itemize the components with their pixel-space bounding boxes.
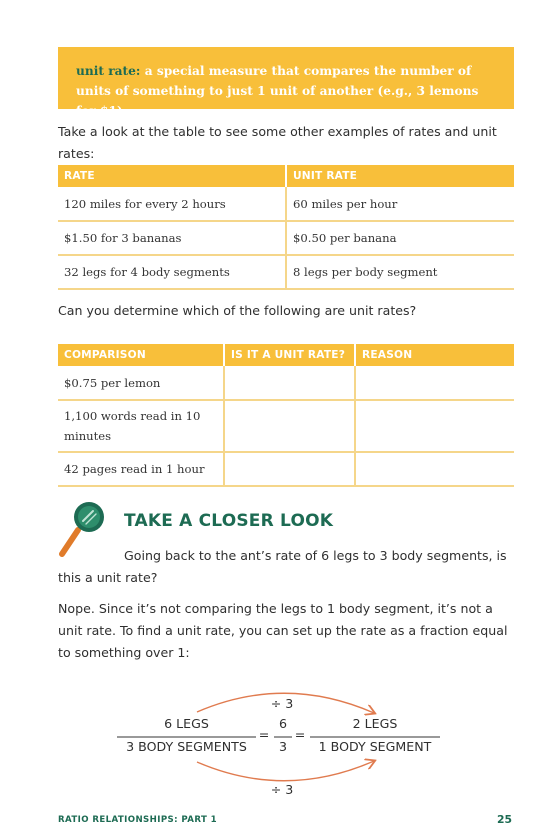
reason-cell[interactable]	[355, 400, 514, 452]
table-row	[58, 221, 514, 255]
answer-cell[interactable]	[224, 366, 355, 400]
table-row	[58, 255, 514, 289]
table-cell: 42 pages read in 1 hour	[58, 452, 224, 486]
column-header: IS IT A UNIT RATE?	[224, 344, 355, 366]
fraction-3-denominator: 1 BODY SEGMENT	[318, 739, 432, 754]
table-cell: $0.75 per lemon	[58, 366, 224, 400]
column-header: UNIT RATE	[286, 165, 514, 187]
fraction-2-denominator: 3	[278, 739, 287, 754]
equals-sign-2: =	[294, 727, 306, 742]
table-cell: $0.50 per banana	[286, 221, 514, 255]
column-header: RATE	[58, 165, 286, 187]
reason-cell[interactable]	[355, 366, 514, 400]
unit-rate-check-table	[58, 344, 514, 487]
definition-term: unit rate:	[76, 64, 141, 78]
table-cell: 60 miles per hour	[286, 187, 514, 221]
footer-section-title: RATIO RELATIONSHIPS: PART 1	[58, 815, 217, 825]
fraction-3-numerator: 2 LEGS	[352, 716, 398, 731]
bottom-arrow	[197, 761, 374, 781]
table-row	[58, 366, 514, 400]
table-cell: 8 legs per body segment	[286, 255, 514, 289]
column-header: COMPARISON	[58, 344, 224, 366]
table-cell: 32 legs for 4 body segments	[58, 255, 286, 289]
answer-cell[interactable]	[224, 400, 355, 452]
table-header-row	[58, 165, 514, 187]
answer-cell[interactable]	[224, 452, 355, 486]
rates-table	[58, 165, 514, 290]
intro-text: Take a look at the table to see some other examples of rates and unit rates:	[58, 124, 497, 161]
closer-look-heading: TAKE A CLOSER LOOK	[124, 511, 334, 531]
closer-look-paragraph-2: Nope. Since it’s not comparing the legs to 1 body segment, it’s not a unit rate. To find a unit rate, you can set up the rate as a fraction equal to something over 1:	[58, 601, 508, 660]
bottom-division-label: ÷ 3	[270, 782, 294, 797]
fraction-1-numerator: 6 LEGS	[164, 716, 209, 731]
table-cell: 120 miles for every 2 hours	[58, 187, 286, 221]
table-cell: 1,100 words read in 10 minutes	[58, 400, 224, 452]
table-row	[58, 400, 514, 452]
table-row	[58, 452, 514, 486]
table-cell: $1.50 for 3 bananas	[58, 221, 286, 255]
question-text: Can you determine which of the following are unit rates?	[58, 303, 417, 318]
reason-cell[interactable]	[355, 452, 514, 486]
page-number: 25	[497, 813, 513, 826]
top-division-label: ÷ 3	[270, 696, 294, 711]
definition-text: a special measure that compares the number of units of something to just 1 unit of another (e.g., 3 lemons for $1)	[76, 64, 479, 118]
fraction-1-denominator: 3 BODY SEGMENTS	[126, 739, 247, 754]
fraction-2-numerator: 6	[278, 716, 287, 731]
column-header: REASON	[355, 344, 514, 366]
equals-sign-1: =	[258, 727, 270, 742]
closer-look-paragraph-1: Going back to the ant’s rate of 6 legs to 3 body segments, is this a unit rate?	[58, 548, 507, 585]
table-header-row	[58, 344, 514, 366]
definition-box	[58, 47, 514, 118]
table-row	[58, 187, 514, 221]
